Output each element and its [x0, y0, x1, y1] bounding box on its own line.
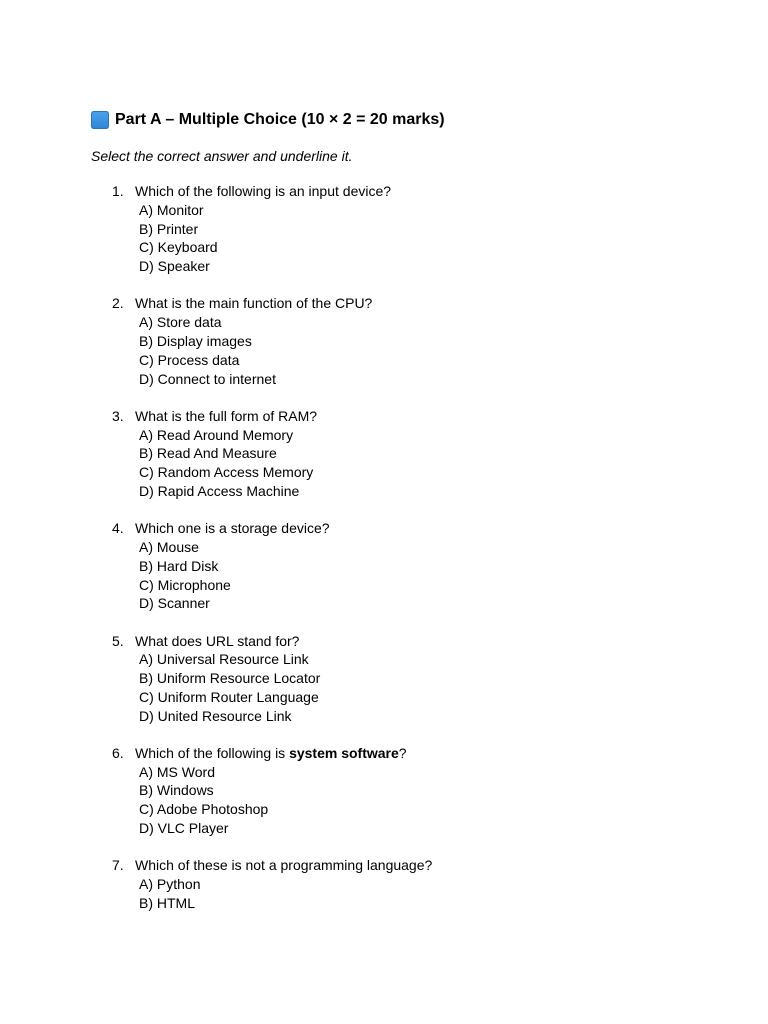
question-line	[0, 744, 768, 763]
question-text-part: Which of these is not a programming language?	[135, 857, 433, 874]
question-item	[0, 856, 768, 912]
answer-option: B) Display images	[139, 332, 252, 349]
question-number: 4.	[112, 520, 124, 537]
question-number: 2.	[112, 295, 124, 312]
question-text	[135, 519, 330, 538]
answer-option: D) Speaker	[139, 258, 210, 275]
question-text	[135, 182, 391, 201]
question-text-part: Which one is a storage device?	[135, 520, 330, 537]
answer-option: B) Windows	[139, 782, 214, 799]
question-line	[0, 294, 768, 313]
answer-option: D) Rapid Access Machine	[139, 482, 300, 499]
answer-option: A) Python	[139, 876, 201, 893]
question-number: 5.	[112, 632, 124, 649]
question-number: 6.	[112, 744, 124, 761]
question-line	[0, 519, 768, 538]
question-text-part: What is the full form of RAM?	[135, 407, 318, 424]
answer-option: A) Universal Resource Link	[139, 651, 309, 668]
question-text-part: What is the main function of the CPU?	[135, 295, 373, 312]
answer-option: D) Scanner	[139, 595, 210, 612]
blue-square-icon	[91, 111, 109, 129]
instruction-text: Select the correct answer and underline it.	[91, 148, 353, 164]
answer-option: A) MS Word	[139, 763, 215, 780]
answer-option: D) VLC Player	[139, 820, 229, 837]
answer-option: C) Process data	[139, 351, 240, 368]
question-line	[0, 856, 768, 875]
answer-option: D) Connect to internet	[139, 370, 276, 387]
question-text	[135, 856, 432, 875]
question-number: 7.	[112, 857, 124, 874]
answer-option: B) HTML	[139, 894, 195, 911]
section-title: Part A – Multiple Choice (10 × 2 = 20 marks)	[115, 111, 445, 128]
question-line	[0, 407, 768, 426]
answer-option: C) Random Access Memory	[139, 464, 314, 481]
question-text-part: What does URL stand for?	[135, 632, 300, 649]
question-line	[0, 632, 768, 651]
section-heading	[91, 109, 445, 131]
question-text-bold: system software	[289, 744, 399, 761]
question-number: 1.	[112, 183, 124, 199]
answer-option: C) Microphone	[139, 576, 231, 593]
answer-option: C) Adobe Photoshop	[139, 801, 269, 818]
answer-option: B) Read And Measure	[139, 445, 277, 462]
question-item	[0, 182, 768, 276]
question-text-part: Which of the following is an input device?	[135, 183, 392, 199]
question-number: 3.	[112, 407, 124, 424]
answer-option: C) Uniform Router Language	[139, 688, 319, 705]
question-text-part: Which of the following is	[135, 744, 290, 761]
question-text	[135, 632, 299, 651]
question-text-part: ?	[398, 744, 407, 761]
question-text	[135, 407, 317, 426]
answer-option: D) United Resource Link	[139, 707, 292, 724]
question-line	[0, 182, 768, 201]
answer-option: B) Hard Disk	[139, 557, 219, 574]
question-list	[0, 182, 768, 931]
answer-option: A) Mouse	[139, 538, 199, 555]
question-text	[135, 294, 372, 313]
answer-option: A) Monitor	[139, 201, 204, 218]
answer-option: B) Printer	[139, 220, 199, 237]
question-item	[0, 632, 768, 726]
question-item	[0, 407, 768, 501]
answer-option: A) Read Around Memory	[139, 426, 294, 443]
question-item	[0, 744, 768, 838]
answer-option: A) Store data	[139, 314, 222, 331]
answer-option: B) Uniform Resource Locator	[139, 670, 321, 687]
question-item	[0, 294, 768, 388]
question-text	[135, 744, 407, 763]
answer-option: C) Keyboard	[139, 239, 218, 256]
question-item	[0, 519, 768, 613]
